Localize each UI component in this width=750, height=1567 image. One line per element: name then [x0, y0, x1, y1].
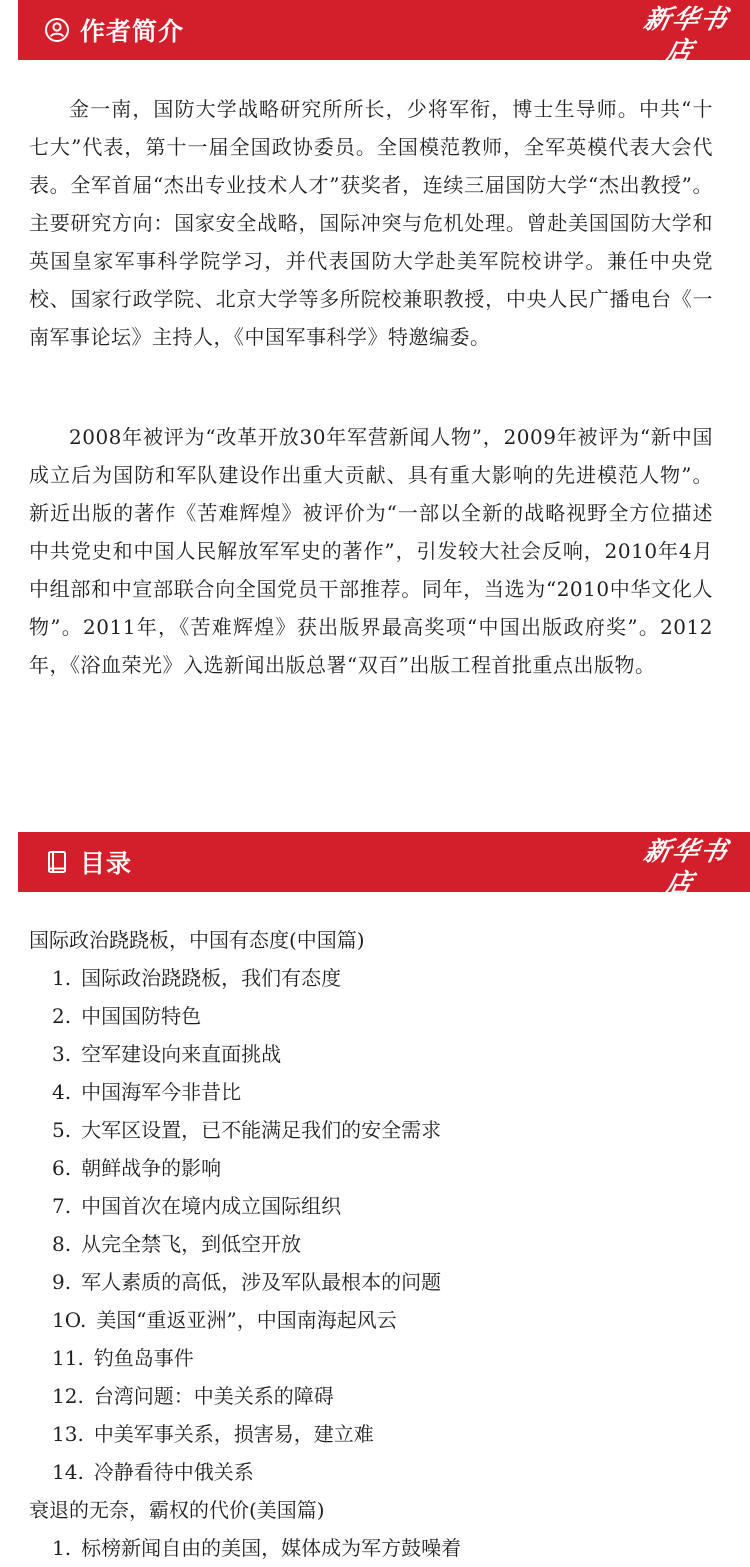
brand-name-cn: 新华书店 — [641, 837, 732, 899]
toc-item — [29, 1225, 729, 1263]
toc-item — [29, 1073, 729, 1111]
author-section-header — [18, 0, 750, 90]
toc-item-number: 1. — [52, 1536, 72, 1560]
toc-item-text: 钓鱼岛事件 — [93, 1346, 194, 1370]
brand-name-cn: 新华书店 — [641, 5, 732, 67]
toc-part-heading: 国际政治跷跷板，中国有态度(中国篇) — [29, 928, 365, 952]
toc-item — [29, 1111, 729, 1149]
author-section-title: 作者简介 — [80, 17, 185, 46]
toc-item — [29, 1453, 729, 1491]
author-bio-paragraph-1: 金一南，国防大学战略研究所所长，少将军衔，博士生导师。中共“十七大”代表，第十一届全国政协委员。全国模范教师，全军英模代表大会代表。全军首届“杰出专业技术人才”获奖者，连续三届国防大学“杰出教授”。主要研究方向：国家安全战略，国际冲突与危机处理。曾赴美国国防大学和英国皇家军事科学院学习，并代表国防大学赴美军院校讲学。兼任中央党校、国家行政学院、北京大学等多所院校兼职教授，中央人民广播电台《一南军事论坛》主持人，《中国军事科学》特邀编委。 — [29, 97, 713, 349]
toc-section-title: 目录 — [80, 849, 133, 878]
toc-item-number: 1O. — [52, 1308, 87, 1332]
table-of-contents — [29, 921, 729, 1567]
toc-item-text: 美国“重返亚洲”，中国南海起风云 — [96, 1308, 397, 1332]
toc-item — [29, 997, 729, 1035]
toc-item-number: 11. — [52, 1346, 84, 1370]
toc-item — [29, 1301, 729, 1339]
toc-item — [29, 1377, 729, 1415]
toc-item — [29, 1529, 729, 1567]
toc-item — [29, 1035, 729, 1073]
toc-item-text: 军人素质的高低，涉及军队最根本的问题 — [81, 1270, 442, 1294]
toc-item-text: 空军建设向来直面挑战 — [81, 1042, 282, 1066]
toc-section-header — [18, 832, 750, 922]
toc-item-text: 朝鲜战争的影响 — [81, 1156, 222, 1180]
book-icon — [44, 849, 70, 875]
author-bio-paragraph-2: 2008年被评为“改革开放30年军营新闻人物”，2009年被评为“新中国成立后为国防和军队建设作出重大贡献、具有重大影响的先进模范人物”。新近出版的著作《苦难辉煌》被评价为“一部以全新的战略视野全方位描述中共党史和中国人民解放军军史的著作”，引发较大社会反响，2010年4月中组部和中宣部联合向全国党员干部推荐。同年，当选为“2010中华文化人物”。2011年，《苦难辉煌》获出版界最高奖项“中国出版政府奖”。2012年，《浴血荣光》入选新闻出版总署“双百”出版工程首批重点出版物。 — [29, 425, 713, 677]
brand-name-en: XINHUA BOOKSTORE — [652, 901, 714, 922]
toc-item-text: 大军区设置，已不能满足我们的安全需求 — [81, 1118, 442, 1142]
toc-item-number: 5. — [52, 1118, 72, 1142]
toc-item — [29, 959, 729, 997]
toc-item-text: 冷静看待中俄关系 — [93, 1460, 254, 1484]
toc-item-number: 12. — [52, 1384, 84, 1408]
toc-item — [29, 1339, 729, 1377]
toc-item-number: 14. — [52, 1460, 84, 1484]
toc-item-text: 从完全禁飞，到低空开放 — [81, 1232, 302, 1256]
toc-item-number: 13. — [52, 1422, 84, 1446]
toc-item — [29, 1187, 729, 1225]
toc-item — [29, 1263, 729, 1301]
toc-item-number: 6. — [52, 1156, 72, 1180]
toc-item-text: 标榜新闻自由的美国，媒体成为军方鼓噪着 — [81, 1536, 462, 1560]
toc-item — [29, 1415, 729, 1453]
toc-item-number: 9. — [52, 1270, 72, 1294]
toc-item-text: 中国国防特色 — [81, 1004, 202, 1028]
person-circle-icon — [44, 17, 70, 43]
toc-item-text: 台湾问题：中美关系的障碍 — [93, 1384, 334, 1408]
toc-item-number: 2. — [52, 1004, 72, 1028]
toc-item — [29, 1149, 729, 1187]
toc-item-number: 7. — [52, 1194, 72, 1218]
xinhua-bookstore-logo — [628, 4, 738, 92]
toc-item-text: 中国海军今非昔比 — [81, 1080, 242, 1104]
toc-item-number: 1. — [52, 966, 72, 990]
toc-part-heading: 衰退的无奈，霸权的代价(美国篇) — [29, 1498, 325, 1522]
toc-item-number: 4. — [52, 1080, 72, 1104]
toc-item-text: 中国首次在境内成立国际组织 — [81, 1194, 342, 1218]
toc-item-text: 国际政治跷跷板，我们有态度 — [81, 966, 342, 990]
brand-name-en: XINHUA BOOKSTORE — [652, 69, 714, 90]
toc-item-number: 3. — [52, 1042, 72, 1066]
toc-item-number: 8. — [52, 1232, 72, 1256]
toc-item-text: 中美军事关系，损害易，建立难 — [93, 1422, 374, 1446]
xinhua-bookstore-logo — [628, 836, 738, 924]
